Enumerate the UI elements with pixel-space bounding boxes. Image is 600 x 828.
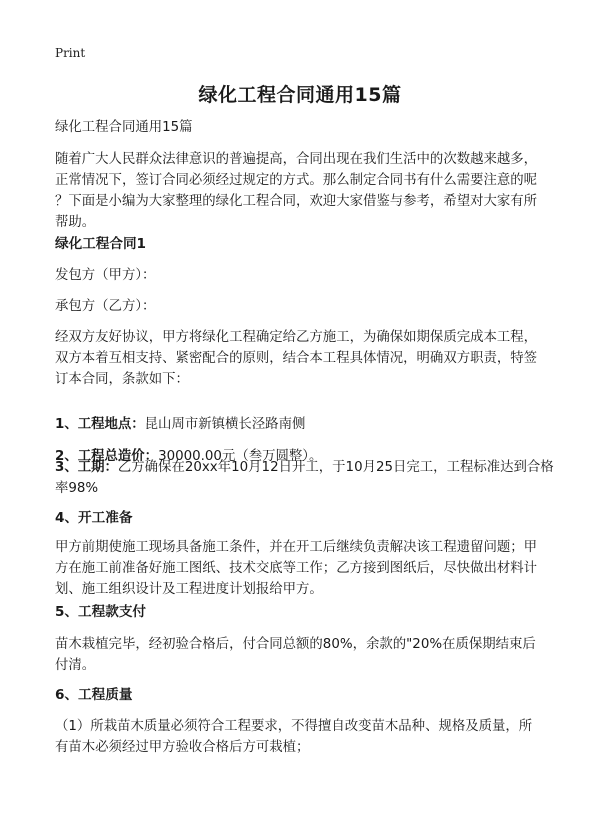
clause-2-label: 2、工程总造价： bbox=[55, 449, 159, 464]
clause-4-heading: 4、开工准备 bbox=[55, 510, 133, 526]
clause-3-label: 3、工期： bbox=[55, 460, 118, 475]
clause-5-text: 苗木栽植完毕，经初验合格后，付合同总额的80%，余款的"20%在质保期结束后 付清。 bbox=[55, 637, 536, 673]
clause-3 bbox=[55, 457, 555, 499]
party-b-line: 承包方（乙方）： bbox=[55, 299, 156, 314]
clause-3-text: 乙方确保在20xx年10月12日开工，于10月25日完工，工程标准达到合格 率98% bbox=[55, 460, 554, 496]
clause-1-label: 1、工程地点： bbox=[55, 417, 145, 432]
clause-6-heading: 6、工程质量 bbox=[55, 687, 133, 703]
clause-1-text: 昆山周市新镇横长泾路南侧 bbox=[144, 417, 306, 432]
print-link[interactable]: Print bbox=[55, 46, 86, 60]
section-title: 绿化工程合同1 bbox=[55, 236, 147, 252]
clause-6-text: （1）所栽苗木质量必须符合工程要求，不得擅自改变苗木品种、规格及质量，所 有苗木必须经过甲方验收合格后方可栽植； bbox=[55, 719, 533, 755]
page-title: 绿化工程合同通用15篇 bbox=[198, 84, 402, 106]
agreement-paragraph: 经双方友好协议，甲方将绿化工程确定给乙方施工，为确保如期保质完成本工程， 双方本着互相支持、紧密配合的原则，结合本工程具体情况，明确双方职责，特签 订本合同，条款如下： bbox=[55, 330, 538, 387]
intro-paragraph: 随着广大人民群众法律意识的普遍提高，合同出现在我们生活中的次数越来越多， 正常情况下，签订合同必须经过规定的方式。那么制定合同书有什么需要注意的呢 ？下面是小编为大家整理的绿化工程合同，欢迎大家借鉴与参考，希望对大家有所 帮助。 bbox=[55, 152, 538, 230]
clause-2-text: 30000.00元（叁万圆整）。 bbox=[158, 449, 323, 464]
doc-subtitle: 绿化工程合同通用15篇 bbox=[55, 120, 193, 135]
clause-4-text: 甲方前期使施工现场具备施工条件，并在开工后继续负责解决该工程遗留问题；甲 方在施工前准备好施工图纸、技术交底等工作；乙方接到图纸后，尽快做出材料计 划、施工组织设计及工程进度计划报给甲方。 bbox=[55, 540, 538, 597]
party-a-line: 发包方（甲方）： bbox=[55, 268, 156, 283]
clause-5-heading: 5、工程款支付 bbox=[55, 604, 147, 620]
